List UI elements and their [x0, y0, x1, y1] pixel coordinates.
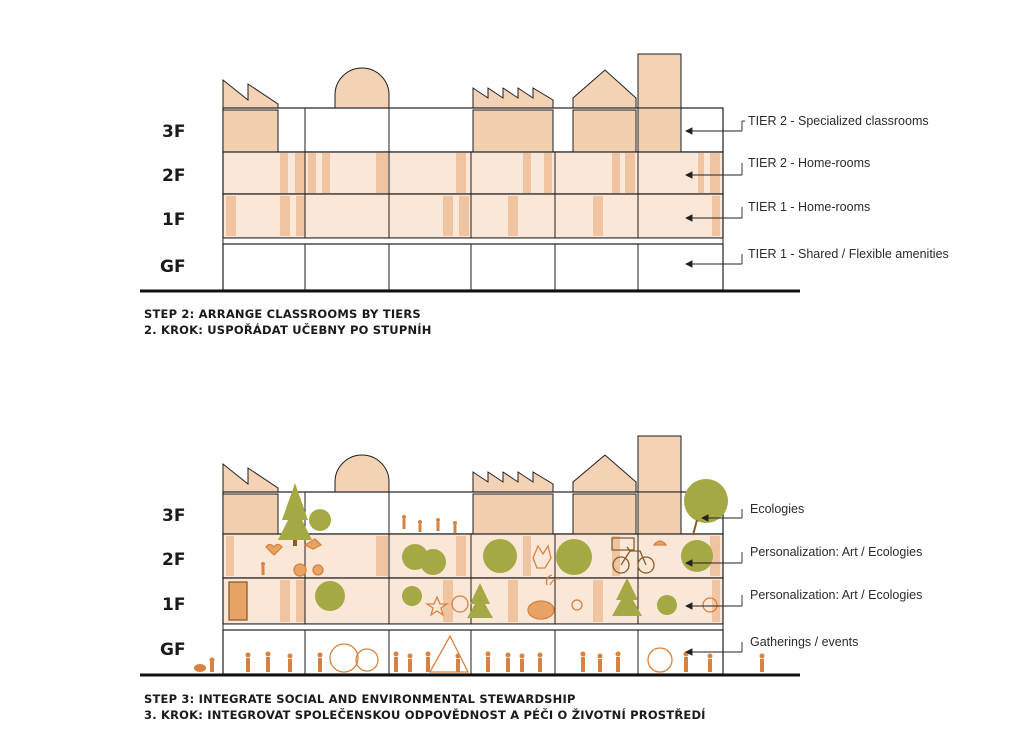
step3-ann-ecologies: Ecologies: [750, 502, 805, 516]
step3-ann-personalization-1f: Personalization: Art / Ecologies: [750, 588, 923, 602]
step3-ann-gatherings: Gatherings / events: [750, 635, 859, 649]
step2-ann-specialized: TIER 2 - Specialized classrooms: [748, 114, 929, 128]
factory-roof: [473, 472, 553, 492]
tree-icon: [402, 586, 422, 606]
tree-icon: [420, 549, 446, 575]
citrus-drawing: [313, 565, 323, 575]
step3-label-3f: 3F: [162, 506, 186, 526]
step3-caption-cz: 3. KROK: INTEGROVAT SPOLEČENSKOU ODPOVĚDNOST A PÉČI O ŽIVOTNÍ PROSTŘEDÍ: [144, 708, 706, 722]
hedgehog-drawing: [528, 601, 554, 619]
step2-ann-t2-homerooms: TIER 2 - Home-rooms: [748, 156, 871, 170]
step2-caption-en: STEP 2: ARRANGE CLASSROOMS BY TIERS: [144, 307, 421, 321]
gable-roof: [573, 70, 636, 108]
tree-icon: [315, 581, 345, 611]
step2-diagram: [140, 54, 949, 337]
dome-roof: [335, 68, 389, 108]
step2-ann-t1-homerooms: TIER 1 - Home-rooms: [748, 200, 871, 214]
tower: [638, 54, 681, 108]
step2-floor-3f: [223, 108, 723, 152]
step2-floor-2f: [223, 152, 723, 194]
tree-icon: [657, 595, 677, 615]
step2-label-gf: GF: [160, 257, 186, 277]
step3-floor-gf: [223, 624, 723, 674]
step3-roofs: [223, 436, 681, 492]
tree-icon: [681, 540, 713, 572]
step2-caption-cz: 2. KROK: USPOŘÁDAT UČEBNY PO STUPNÍH: [144, 323, 432, 337]
step3-label-gf: GF: [160, 640, 186, 660]
building-drawing: [229, 582, 247, 620]
step2-floor-1f: [223, 194, 723, 238]
step3-label-2f: 2F: [162, 550, 186, 570]
gable-roof: [573, 455, 636, 492]
sawtooth-roof: [223, 80, 278, 108]
step3-diagram: [140, 436, 922, 722]
step2-roofs: [223, 54, 681, 108]
step2-ann-shared: TIER 1 - Shared / Flexible amenities: [748, 247, 949, 261]
step2-label-3f: 3F: [162, 122, 186, 142]
citrus-drawing: [294, 564, 306, 576]
step3-ann-personalization-2f: Personalization: Art / Ecologies: [750, 545, 923, 559]
step2-label-1f: 1F: [162, 210, 186, 230]
sawtooth-roof: [223, 464, 278, 492]
tree-icon: [483, 539, 517, 573]
step2-label-2f: 2F: [162, 166, 186, 186]
step2-floor-gf: [223, 238, 723, 290]
tree-icon: [556, 539, 592, 575]
tower: [638, 436, 681, 492]
factory-roof: [473, 88, 553, 108]
step3-label-1f: 1F: [162, 595, 186, 615]
tree-icon: [309, 509, 331, 531]
step3-caption-en: STEP 3: INTEGRATE SOCIAL AND ENVIRONMENTAL STEWARDSHIP: [144, 692, 576, 706]
dome-roof: [335, 455, 389, 492]
